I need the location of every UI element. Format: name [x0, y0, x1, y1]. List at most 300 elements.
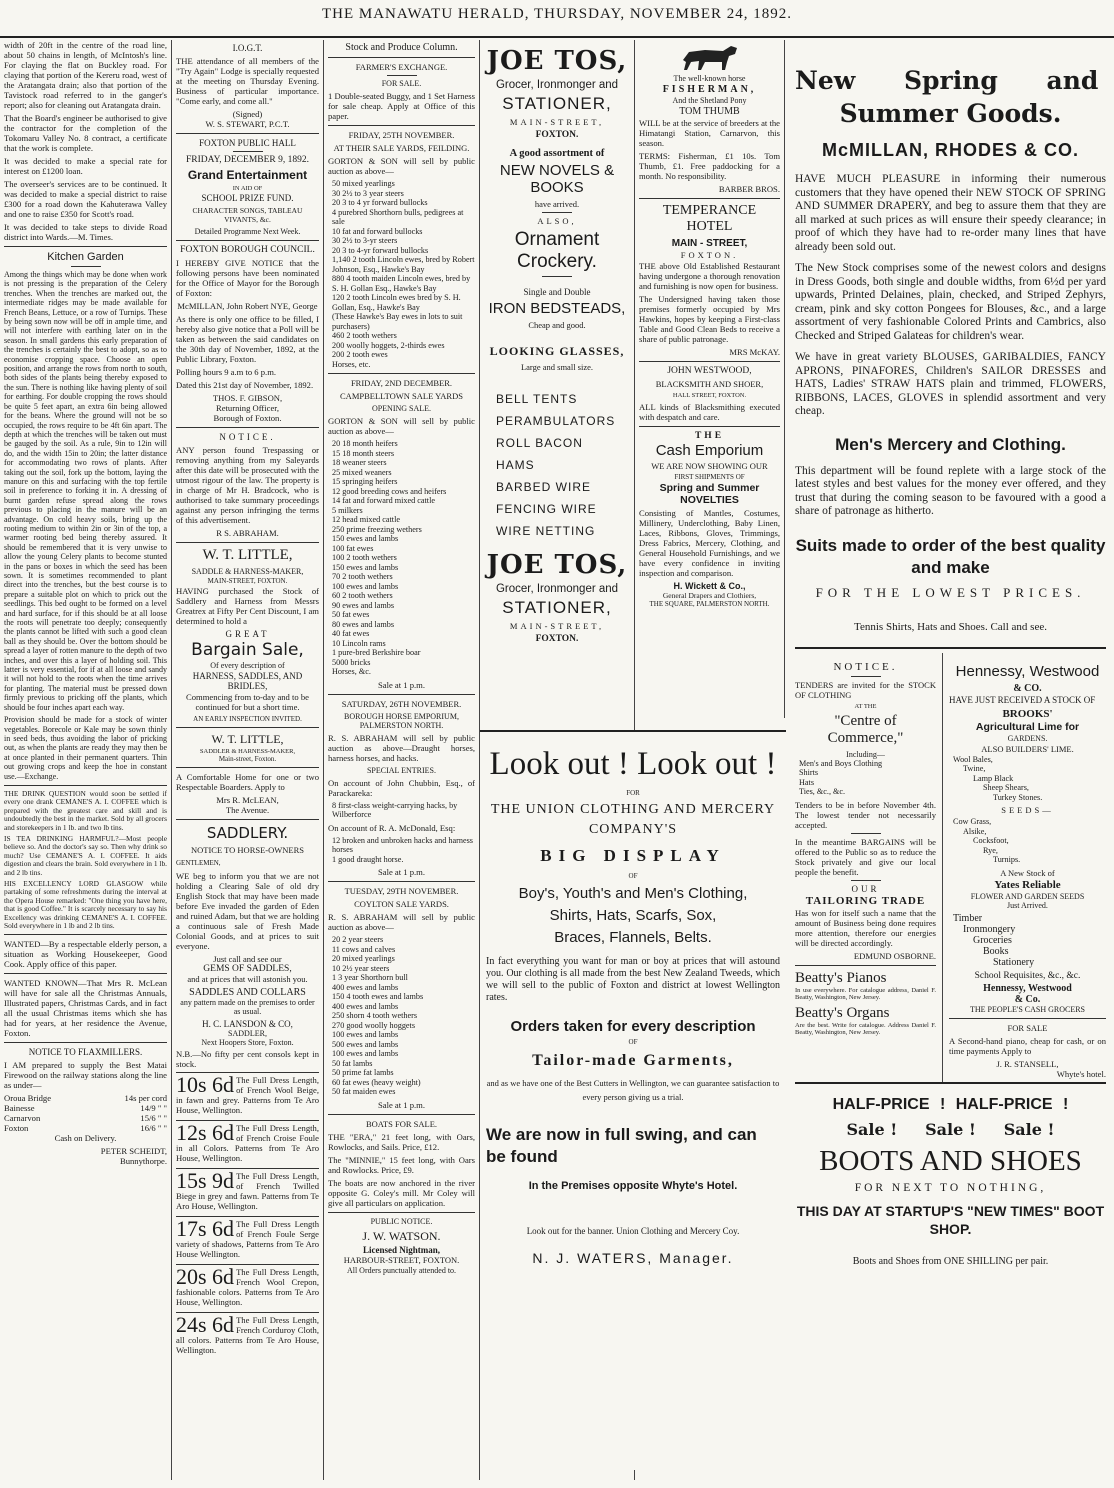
joe-tos-cheap: Cheap and good.: [528, 320, 586, 330]
column-1: [0, 40, 172, 1480]
hennessy-yates: Yates Reliable: [994, 878, 1061, 891]
little-heading: W. T. LITTLE,: [202, 547, 293, 563]
stock-item: 25 mixed weaners: [332, 467, 392, 477]
stock-item: 100 ewes and lambs: [332, 581, 399, 591]
stock-item: 14 fat and forward mixed cattle: [332, 496, 435, 505]
classified-wanted: WANTED KNOWN—That Mrs R. McLean will have for sale all the Christmas Annuals, Illustrated papers, Christmas Cards, and in fact all the usual Christmas items which she has had for years, at her residence the Avenue, Foxton.: [4, 978, 167, 1039]
dress-text: The Full Dress Length, of French Twilled Biege in grey and fawn. Patterns from Te Aro House, Wellington.: [176, 1171, 319, 1211]
notice-heading: NOTICE.: [219, 432, 276, 442]
hennessy-gardens: GARDENS.: [1007, 733, 1048, 743]
lookout-swing: We are now in full swing, and can be found: [486, 1125, 757, 1166]
westwood-trade: BLACKSMITH AND SHOER,: [655, 379, 764, 389]
council-body: As there is only one office to be filled, I hereby also give notice that a Poll will be taken as between the said candidates on the 30th day of November, 1892, at the Public Library, Foxton.: [176, 314, 319, 364]
tender-list: [795, 759, 936, 797]
little-bargain: Bargain Sale,: [191, 640, 304, 660]
stock-item: 5000 bricks: [332, 657, 371, 667]
divider: [176, 767, 319, 768]
cash-signature: H. Wickett & Co.,: [673, 581, 746, 591]
saddlery-body: WE beg to inform you that we are not holding a Clearing Sale of old dry English Stock that may have been made before Eve invaded the garden of Eden and ruined Adam, but that we are holding a continuous sale of Fresh Made Colonial Goods, and at prices to suit everyone.: [176, 871, 319, 951]
divider: [176, 542, 319, 543]
hennessy-grocers: THE PEOPLE'S CASH GROCERS: [969, 1004, 1085, 1014]
divider: [233, 151, 263, 152]
column-5: [635, 40, 785, 718]
stock-item: 15 springing heifers: [332, 477, 398, 486]
hennessy-item: Groceries: [973, 934, 1012, 946]
lower-section: [795, 653, 1106, 1082]
dress-price: 10s 6d: [176, 1072, 235, 1097]
price-value: 14s per cord: [124, 1093, 167, 1104]
divider: [851, 676, 881, 677]
sale-yards: COYLTON SALE YARDS.: [354, 899, 449, 909]
stock-item: 60 2 tooth wethers: [332, 591, 393, 600]
stock-item: 30 2½ to 3 year steers: [332, 188, 404, 198]
home-body: A Comfortable Home for one or two Respectable Boarders. Apply to: [176, 772, 319, 792]
summer-heading: Summer Goods.: [839, 99, 1062, 128]
stock-item: 200 2 tooth ewes: [332, 350, 388, 359]
sale-body: R. S. ABRAHAM will sell by public auction as above—: [328, 912, 475, 932]
seed-item: Turnips.: [993, 855, 1021, 864]
lansdon-nb: N.B.—No fifty per cent consols kept in stock.: [176, 1049, 319, 1069]
little-great: GREAT: [225, 629, 270, 639]
little-commencing: Commencing from to-day and to be continued for but a short time.: [186, 692, 309, 712]
little-sub: SADDLE & HARNESS-MAKER,: [191, 567, 304, 576]
divider: [795, 647, 1106, 649]
joe-tos-street: MAIN-STREET,: [509, 621, 605, 631]
stock-list: [328, 179, 475, 369]
dress-item: [176, 1120, 319, 1168]
lookout-banner: Look out for the banner. Union Clothing and Mercery Coy.: [526, 1226, 740, 1236]
hennessy-also: ALSO BUILDERS' LIME.: [981, 743, 1074, 754]
boats-heading: BOATS FOR SALE.: [365, 1118, 438, 1129]
lansdon-address: Next Hoopers Store, Foxton.: [201, 1038, 294, 1047]
council-body: I HEREBY GIVE NOTICE that the following persons have been nominated for the Office of Mayor for the Borough of Foxton:: [176, 258, 319, 298]
saddlery-prices: and at prices that will astonish you.: [187, 974, 308, 984]
iogt-body: THE attendance of all members of the "Try Again" Lodge is specially requested at the meeting on Thursday Evening. Business of particular importance. "Come early, and come all.": [176, 56, 319, 106]
dress-item: [176, 1168, 319, 1216]
nightman-licence: Licensed Nightman,: [362, 1244, 440, 1255]
beatty-organs-name: Beatty's Organs: [795, 1004, 890, 1021]
divider: [4, 1042, 167, 1043]
little2-address: Main-street, Foxton.: [218, 755, 277, 763]
article-paragraph: It was decided to make a special rate for interest on £1200 loan.: [4, 156, 167, 176]
tender-heading: NOTICE.: [833, 660, 898, 673]
stock-item: 50 fat lambs: [332, 1058, 373, 1068]
joe-tos-arrived: have arrived.: [534, 199, 580, 209]
saddlery-gems: GEMS OF SADDLES,: [203, 964, 292, 974]
joe-tos-street: MAIN-STREET,: [509, 117, 605, 127]
boats-body: The "MINNIE," 15 feet long, with Oars and Rowlocks. Price, £9.: [328, 1154, 475, 1175]
beatty-organs-body: Are the best. Write for catalogue. Address Daniel F. Beatty, Washington, New Jersey.: [795, 1021, 936, 1036]
article-paragraph: The overseer's services are to be continued. It was decided to make a special district to raise £300 for a road down the Kahuterawa Valley and one to raise £350 for Scott's road.: [4, 179, 167, 219]
council-heading: FOXTON BOROUGH COUNCIL.: [180, 245, 315, 255]
divider: [795, 1082, 1106, 1084]
cash-the: THE: [694, 431, 725, 441]
sale-time: Sale at 1 p.m.: [377, 679, 426, 690]
boats-body: The boats are now anchored in the river opposite G. Coley's mill. Mr Coley will give all particulars on application.: [328, 1177, 475, 1208]
stock-item: 400 ewes and lambs: [332, 1001, 399, 1011]
lookout-union: THE UNION CLOTHING AND MERCERY COMPANY'S: [490, 802, 776, 837]
price-table: [4, 1093, 167, 1133]
column-2: [172, 40, 324, 1480]
tender-item: Hats: [799, 777, 815, 787]
stock-item: 200 woolly hoggets, 2-thirds ewes: [332, 340, 445, 350]
mcmillan-body: HAVE MUCH PLEASURE in informing their numerous customers that they have opened their NEW STOCK OF SPRING AND SUMMER DRAPERY, and beg to assure them that they are all marked at such prices as will ensure their speedy clearance; in proof of which they have had to re-order many lines that have already been sold out.: [795, 173, 1106, 253]
price-place: Oroua Bridge: [4, 1093, 52, 1104]
article-paragraph: Among the things which may be done when work is not pressing is the preparation of the Celery trenches. When the trenches are marked out, the intermediate ridges may be made available for French Beans, Lettuce, or a row of Turnips. These by being sown now will be off in ample time, and will not interfere with earthing later on in the season. In small gardens this early preparation of the trenches is certainly the best to adopt, so as to economise cropping space. Choose an open position, and arrange the rows from north to south, both sides of the plants being thereby exposed to the sun. There is nothing like having plenty of soil for earthing. For double cropping the rows should be quite 5 feet apart, an extra 6in being allowed for the beans. Where the ground will not be so occupied, the rows require to be 4ft 6in apart. The depth at which the trenches will be taken out must be gauged by the soil. As a rule, 9in to 12in will do, and the width 15in to 20in; the latter distance for accommodating two rows of plants. After taking out the soil, fork up the bottom, laying the manure on this and surfacing with the top fertile soil in preference to forking it in. A dressing of burnt garden refuse spread along the rows previous to placing in the manure will be an advantage. On cold heavy soils, bring up the rooting medium to within 2in or 3in of the top, a warmer rooting bed being thereby assured. It should be remembered that it is very unwise to allow the young Celery plants to become stunted in the pans or boxes in which the seed has been sown. It is sometimes recommended to plant direct into the trenches, but the best course is to prepare a suitable plot on which to prick out the seedlings. This bed ought to be formed on a level and hard surface, for if this should be at all loose the roots will penetrate too deeply; consequently the plants cannot be lifted with such a good clean ball as they should be. Over the bottom should be spread a layer of rotten manure to the depth of two inches, and over this a layer of holding soil. This latter is very essential, for if at all loose and sandy it will not hold to the roots when the time arrives for planting. The material must be pressed down firmly previous to pricking off the plants, which should be four inches apart each way.: [4, 270, 167, 712]
lookout-for: FOR: [626, 789, 640, 797]
advert-paragraph: HIS EXCELLENCY LORD GLASGOW while partaking of some refreshments during the interval at the Opera House remarked: "One thing you have here, that is good Coffee." It is scarcely necessary to say his Excellency was drinking CEMANE'S A. I. COFFEE. Sold everywhere in 1 lb and 2 lb tins.: [4, 879, 167, 931]
tender-including: Including—: [846, 749, 885, 759]
stock-item: 18 weaner steers: [332, 458, 387, 467]
stock-item: 400 ewes and lambs: [332, 982, 399, 992]
little-inspection: AN EARLY INSPECTION INVITED.: [193, 715, 302, 723]
hennessy-item: Lamp Black: [973, 773, 1014, 783]
dress-list: [176, 1072, 319, 1360]
stock-item: 1 good draught horse.: [332, 854, 404, 864]
classified-wanted: WANTED—By a respectable elderly person, a situation as Working Housekeeper, Good Cook. Apply office of this paper.: [4, 939, 167, 970]
stock-list: [328, 935, 475, 1097]
joe-tos-trade: Grocer, Ironmonger and: [495, 79, 619, 91]
stock-item: Horses, &c.: [332, 667, 371, 676]
signature: MRS McKAY.: [729, 347, 780, 357]
dress-text: The Full Dress Length of French Foule Serge variety of shadows, Patterns from Te Aro House Wellington.: [176, 1219, 319, 1259]
beatty-pianos-name: Beatty's Pianos: [795, 969, 887, 986]
westwood-name: JOHN WESTWOOD,: [667, 366, 752, 376]
seed-item: Cocksfoot,: [973, 836, 1009, 845]
saddlery-call: Just call and see our: [213, 954, 282, 964]
sale-body: R. S. ABRAHAM will sell by public auction as above—Draught horses, harness horses, and hacks.: [328, 732, 475, 763]
saddles-collars: SADDLES AND COLLARS: [189, 987, 306, 998]
goods-item: BELL TENTS: [496, 392, 578, 406]
cash-spring: Spring and Summer: [659, 482, 760, 494]
stock-item: 20 2 year steers: [332, 935, 384, 944]
stock-item: 20 3 to 4 yr forward bullocks: [332, 198, 428, 207]
cash-description: Consisting of Mantles, Costumes, Millinery, Underclothing, Baby Linen, Laces, Ribbons, Gloves, Trimmings, Dress Fabrics, Mercery, Clothing, and General Household Furnishings, and we have every confidence in inviting inspection and comparison.: [639, 508, 780, 578]
sale-yards: CAMPBELLTOWN SALE YARDS: [340, 391, 463, 401]
dress-text: The Full Dress Length, French Wool Crepon, fashionable colors. Patterns from Te Aro House, Wellington.: [176, 1267, 319, 1307]
joe-tos-trade: Grocer, Ironmonger and: [495, 583, 619, 595]
iogt-heading: I.O.G.T.: [232, 43, 263, 53]
tailoring-body: Has won for itself such a name that the amount of Business being done requires more attention, therefore our energies will be directed accordingly.: [795, 907, 936, 948]
joe-tos-novels: NEW NOVELS & BOOKS: [499, 162, 615, 196]
boats-body: THE "ERA," 21 feet long, with Oars, Rowlocks, and Sails. Price, £12.: [328, 1131, 475, 1152]
mcmillan-heading: McMILLAN, RHODES & CO.: [821, 140, 1079, 160]
goods-list: [496, 388, 630, 542]
tender-item: Men's and Boys Clothing: [799, 758, 883, 768]
nightman-address: HARBOUR-STREET, FOXTON.: [343, 1254, 460, 1265]
stock-item: 10 fat and forward bullocks: [332, 226, 423, 236]
divider: [328, 1212, 475, 1213]
goods-item: BARBED WIRE: [496, 480, 592, 494]
spring-heading-line: [795, 66, 1106, 95]
stock-item: 50 mixed yearlings: [332, 179, 395, 188]
horse-and: And the Shetland Pony: [672, 96, 747, 105]
price-row: [4, 1103, 167, 1113]
price-value: 16/6 " ": [140, 1123, 167, 1134]
boots-heading: BOOTS AND SHOES: [819, 1144, 1082, 1177]
westwood-address: HALL STREET, FOXTON.: [672, 392, 747, 399]
hennessy-seeds-list: [949, 817, 1106, 865]
lookout-orders: Orders taken for every description: [510, 1018, 756, 1035]
stock-item: 1,140 2 tooth Lincoln ewes, bred by Robert Johnson, Esq., Hawke's Bay: [332, 255, 475, 274]
advert-paragraph: IS TEA DRINKING HARMFUL?—Most people believe so. And the doctor's say so. Then why drink so much? Use CEMANE'S A. I. COFFEE. It aids digestion and clears the brain. Sold everywhere in 1 lb. and 2 lb tins.: [4, 833, 167, 877]
sale-date: FRIDAY, 2ND DECEMBER.: [350, 378, 453, 388]
hennessy-school: School Requisites, &c., &c.: [974, 970, 1081, 981]
little-items: HARNESS, SADDLES, AND BRIDLES,: [192, 671, 303, 691]
stock-item: Horses, etc.: [332, 359, 371, 369]
stock-item: 150 4 tooth ewes and lambs: [332, 992, 424, 1001]
stock-item: 150 ewes and lambs: [332, 534, 399, 543]
cash-novelties: NOVELTIES: [680, 494, 739, 506]
horse-body: WILL be at the service of breeders at the Himatangi Station, Carnarvon, this season.: [639, 118, 780, 148]
lookout-line: Boy's, Youth's and Men's Clothing,: [518, 885, 748, 902]
mcmillan-body: The New Stock comprises some of the newest colors and designs in Dress Goods, both single and double widths, from 6½d per yard upwards, Printed Delaines, plain, checked, and Striped Zephyrs, cream, pink and sky cotton Pongees for Blouses, &c., and a large assortment of very fashionable Colored Prints and Cambrics, also Checked and Striped Galateas for children's wear.: [795, 262, 1106, 342]
joe-tos-iron: IRON BEDSTEADS,: [488, 300, 626, 317]
signature: PETER SCHEIDT,: [100, 1146, 167, 1157]
lookout-cutters: and as we have one of the Best Cutters in Wellington, we can guarantee satisfaction to every person giving us a trial.: [486, 1078, 780, 1102]
signature: J. R. STANSELL,: [996, 1058, 1059, 1069]
little-of: Of every description of: [210, 661, 285, 670]
dress-item: [176, 1312, 319, 1360]
cash-emporium-heading: Cash Emporium: [655, 442, 764, 459]
dress-price: 15s 9d: [176, 1168, 235, 1193]
divider: [387, 75, 417, 76]
tender-body: In the meantime BARGAINS will be offered to the Public so as to reduce the Stock privately and give our local people the benefit.: [795, 836, 936, 877]
mens-heading: Men's Mercery and Clothing.: [835, 434, 1066, 454]
stock-item: 60 fat ewes (heavy weight): [332, 1077, 421, 1087]
stock-item: 5 milkers: [332, 505, 363, 515]
price-row: [4, 1093, 167, 1103]
divider: [542, 276, 572, 277]
stock-item: 500 ewes and lambs: [332, 1039, 399, 1049]
hennessy-item: Books: [983, 945, 1009, 957]
signature: BARBER BROS.: [718, 184, 780, 194]
hennessy-co: & CO.: [1013, 682, 1042, 694]
hennessy-heading: Hennessy, Westwood: [955, 662, 1100, 680]
divider: [4, 973, 167, 974]
council-hours: Polling hours 9 a.m to 6 p.m.: [176, 367, 277, 377]
sale-account: On account of John Chubbin, Esq., of Parackareka:: [328, 777, 475, 798]
stock-item: 460 2 tooth wethers: [332, 331, 397, 340]
beatty-pianos: [795, 970, 936, 987]
mcmillan-body: We have in great variety BLOUSES, GARIBALDIES, FANCY APRONS, PINAFORES, Children's SAILOR DRESSES and HATS, Ladies' STRAW HATS plain and trimmed, FLOWERS, RIBBONS, LACES, GLOVES in splendid assortment and very cheap.: [795, 351, 1106, 417]
stock-item: 11 cows and calves: [332, 944, 396, 954]
piano-body: A Second-hand piano, cheap for cash, or on time payments Apply to: [949, 1035, 1106, 1056]
stock-item: 15 18 month steers: [332, 448, 395, 458]
joe-tos-crockery: Ornament Crockery.: [514, 229, 600, 272]
temperance-heading: TEMPERANCE HOTEL: [662, 203, 757, 234]
flaxmillers-body: I AM prepared to supply the Best Matai Firewood on the railway stations along the line as under—: [4, 1060, 167, 1091]
sale-heading: Sale ! Sale ! Sale !: [846, 1119, 1055, 1139]
lansdon-name: H. C. LANSDON & CO,: [202, 1019, 293, 1029]
hennessy-just: Just Arrived.: [1007, 900, 1048, 910]
dress-price: 24s 6d: [176, 1312, 235, 1337]
price-row: [4, 1123, 167, 1133]
stock-item: 90 ewes and lambs: [332, 600, 395, 610]
divider: [176, 133, 319, 134]
lookout-of: OF: [628, 872, 638, 880]
divider: [851, 880, 881, 881]
stock-list: [328, 836, 475, 865]
lookout-of: OF: [628, 1038, 638, 1046]
goods-item: WIRE NETTING: [496, 524, 596, 538]
joe-tos-name: JOE TOS,: [486, 46, 628, 76]
stock-item: 50 fat ewes: [332, 610, 370, 619]
hall-heading: FOXTON PUBLIC HALL: [199, 138, 296, 148]
council-dated: Dated this 21st day of November, 1892.: [176, 380, 314, 390]
tender-body: Tenders to be in before November 4th. The lowest tender not necessarily accepted.: [795, 799, 936, 830]
temperance-town: FOXTON.: [680, 250, 739, 260]
stock-list: [328, 439, 475, 677]
exchange-heading: FARMER'S EXCHANGE.: [355, 62, 448, 72]
lower-right: [943, 653, 1106, 1082]
price-place: Foxton: [4, 1123, 29, 1134]
tailoring-our: OUR: [851, 883, 880, 894]
spring-heading: New Spring and: [795, 66, 1099, 95]
hall-songs: CHARACTER SONGS, TABLEAU VIVANTS, &c.: [192, 206, 303, 224]
stock-item: 150 ewes and lambs: [332, 562, 399, 572]
sale-time: Sale at 1 p.m.: [377, 867, 426, 877]
dress-price: 17s 6d: [176, 1216, 235, 1241]
sale-yards: BOROUGH HORSE EMPORIUM, PALMERSTON NORTH.: [344, 711, 459, 730]
stock-item: 100 fat ewes: [332, 543, 374, 553]
hennessy-item: Sheep Shears,: [983, 783, 1029, 792]
dress-text: The Full Dress Length, French Corduroy Cloth, all colors. Patterns from Te Aro House, Wellington.: [176, 1315, 319, 1355]
divider: [795, 965, 936, 966]
divider: [328, 125, 475, 126]
tender-item: Shirts: [799, 768, 819, 777]
little-address: MAIN-STREET, FOXTON.: [207, 577, 288, 585]
stock-item: 1 3 year Shorthorn bull: [332, 973, 408, 982]
dress-price: 20s 6d: [176, 1264, 235, 1289]
masthead: [0, 0, 1114, 38]
sale-body: GORTON & SON will sell by public auction as above—: [328, 156, 475, 176]
sale-date: SATURDAY, 26TH NOVEMBER.: [341, 698, 462, 709]
hennessy-items: [949, 755, 1106, 803]
dress-text: The Full Dress Length, of French Croise Foule in all Colors. Patterns from Te Aro House, Wellington.: [176, 1123, 319, 1163]
stock-item: 70 2 tooth wethers: [332, 572, 393, 581]
little2-sub: SADDLER & HARNESS-MAKER,: [199, 748, 296, 755]
sale-special: SPECIAL ENTRIES.: [366, 765, 437, 775]
signature: Returning Officer,: [216, 403, 279, 413]
nightman-orders: All Orders punctually attended to.: [346, 1265, 457, 1275]
divider: [4, 246, 167, 247]
piano-heading: FOR SALE: [1007, 1022, 1048, 1033]
article-paragraph: That the Board's engineer be authorised to give the contractor for the completion of the Tokomaru Valley No. 8 contract, a certificate that the work is complete.: [4, 113, 167, 153]
joe-tos-assortment: A good assortment of: [509, 148, 605, 159]
lower-left: [795, 653, 943, 1082]
hennessy-body: HAVE JUST RECEIVED A STOCK OF: [949, 694, 1096, 705]
saddlery-gentlemen: GENTLEMEN,: [176, 859, 221, 867]
hennessy-signature-co: & Co.: [1014, 993, 1041, 1005]
article-paragraph: It was decided to take steps to divide Road district into Wards.—M. Times.: [4, 222, 167, 242]
hennessy-brooks: BROOKS': [1002, 707, 1053, 720]
signature: (Signed): [232, 109, 263, 119]
suits-heading: Suits made to order of the best quality and make: [795, 535, 1106, 577]
stock-column-heading: Stock and Produce Column.: [345, 42, 458, 53]
flaxmillers-heading: NOTICE TO FLAXMILLERS.: [28, 1047, 143, 1058]
notice-body: ANY person found Trespassing or removing anything from my Saleyards after this date will be prosecuted with the utmost rigour of the law. The property is in charge of Mr H. Bradcock, who is authorised to take summary proceedings against any person infringing the terms of this advertisement.: [176, 445, 319, 525]
signature: THOS. F. GIBSON,: [212, 393, 283, 403]
hennessy-signature: Hennessy, Westwood: [983, 982, 1072, 994]
tailoring-heading: TAILORING TRADE: [805, 894, 926, 907]
stock-item: 880 4 tooth maiden Lincoln ewes, bred by S. H. Gollan Esq., Hawke's Bay: [332, 274, 471, 293]
divider: [328, 373, 475, 374]
suits-prices: FOR THE LOWEST PRICES.: [815, 584, 1086, 600]
joe-tos-also: ALSO,: [537, 216, 577, 226]
seed-item: Alsike,: [963, 826, 987, 836]
dress-item: [176, 1216, 319, 1264]
stock-item: 20 mixed yearlings: [332, 954, 395, 963]
sale-opening: OPENING SALE.: [371, 404, 432, 413]
hall-date: FRIDAY, DECEMBER 9, 1892.: [186, 155, 309, 165]
lookout-manager: N. J. WATERS, Manager.: [532, 1250, 734, 1266]
hall-aid: IN AID OF: [232, 185, 263, 192]
lookout-body: In fact everything you want for man or boy at prices that will astound you. Our clothing is all made from the best New Zealand Tweeds, which we will sell to the public of Foxton and district at lowest Wellington rates.: [486, 956, 780, 1003]
tender-name: "Centre of Commerce,": [827, 712, 904, 746]
seed-item: Cow Grass,: [953, 817, 992, 826]
little-body: HAVING purchased the Stock of Saddlery and Harness from Messrs Greatrex at Fifty Per Cent Discount, I am determined to hold a: [176, 586, 319, 626]
hennessy-item: Stationery: [993, 956, 1035, 968]
nightman-name: J. W. WATSON.: [362, 1228, 441, 1243]
public-notice-heading: PUBLIC NOTICE.: [370, 1216, 433, 1226]
hennessy-seeds: SEEDS—: [1001, 805, 1054, 815]
cash-address: THE SQUARE, PALMERSTON NORTH.: [649, 600, 770, 608]
lansdon-trade: SADDLER,: [228, 1029, 267, 1038]
boots-nothing: FOR NEXT TO NOTHING,: [854, 1181, 1047, 1194]
stock-item: 50 fat maiden ewes: [332, 1087, 396, 1096]
sale-date: FRIDAY, 25TH NOVEMBER.: [348, 130, 455, 140]
stock-item: 40 fat ewes: [332, 629, 370, 638]
saddlery-sub: NOTICE TO HORSE-OWNERS: [190, 845, 305, 855]
joe-tos-single: Single and Double: [523, 287, 591, 297]
stock-item: 30 2½ to 3-yr steers: [332, 236, 398, 245]
stock-item: 250 shorn 4 tooth wethers: [332, 1011, 418, 1020]
price-value: 14/9 " ": [140, 1103, 167, 1114]
horse-intro: The well-known horse: [673, 74, 746, 83]
joe-tos-sizes: Large and small size.: [520, 362, 594, 372]
half-price-heading: HALF-PRICE ! HALF-PRICE !: [832, 1095, 1069, 1113]
cash-first: FIRST SHIPMENTS OF: [674, 473, 745, 481]
divider: [176, 427, 319, 428]
dress-text: The Full Dress Length, of French Wool Beige, in fawn and grey. Patterns from Te Aro House, Wellington.: [176, 1075, 319, 1115]
hall-programme: Detailed Programme Next Week.: [194, 227, 301, 236]
temperance-street: MAIN - STREET,: [671, 238, 748, 249]
price-place: Bainesse: [4, 1103, 35, 1114]
advert-paragraph: THE DRINK QUESTION would soon be settled if every one drank CEMANE'S A. I. COFFEE which is prepared with the greatest care and skill and is undoubtedly the best in the market. Sold by all grocers and storekeepers in 1 lb. and two lb tins.: [4, 788, 167, 832]
beatty-organs: [795, 1005, 936, 1022]
stock-item: 80 ewes and lambs: [332, 619, 395, 629]
stock-item: (These Hawke's Bay ewes in lots to suit purchasers): [332, 312, 463, 331]
hall-event: Grand Entertainment: [187, 168, 308, 182]
stock-item: 12 head mixed cattle: [332, 515, 400, 524]
hennessy-more: [949, 913, 1106, 968]
divider: [4, 934, 167, 935]
hennessy-item: Twine,: [963, 764, 986, 773]
divider: [4, 785, 167, 786]
signature: Whyte's hotel.: [1056, 1068, 1106, 1079]
divider: [176, 727, 319, 728]
signature: The Avenue.: [225, 805, 270, 815]
divider: [176, 819, 319, 820]
divider: [639, 198, 780, 199]
goods-item: ROLL BACON: [496, 436, 583, 450]
joe-tos-name: JOE TOS,: [486, 550, 628, 580]
for-sale-heading: FOR SALE.: [381, 79, 422, 88]
council-names: McMILLAN, John Robert NYE, George: [177, 301, 318, 311]
column-6: [787, 40, 1114, 1480]
stock-item: 1 pure-bred Berkshire boar: [332, 648, 421, 657]
